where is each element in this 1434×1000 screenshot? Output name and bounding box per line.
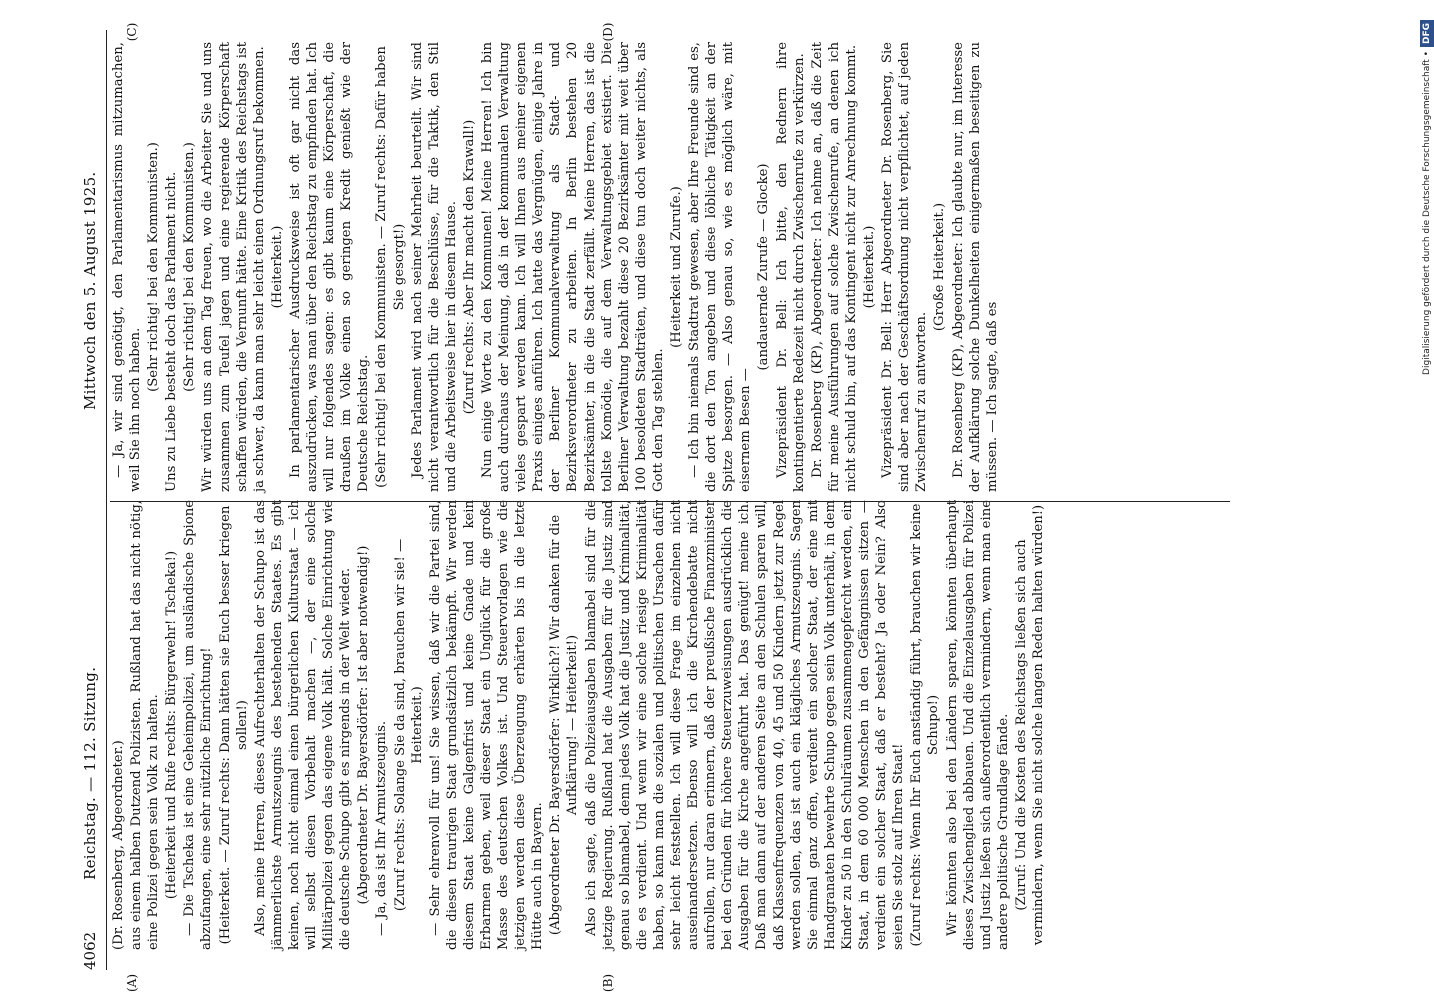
paragraph: Dr. Rosenberg (KP), Abgeordneter: Ich nehme an, daß die Zeit für meine Ausführungen auf solche Zwischenrufe, an denen ich nicht schuld bin, auf das Kontingent nicht zur Anrechnung kommt. xyxy=(809,42,859,492)
margin-marker-a: (A) xyxy=(125,973,139,993)
interjection: (Zuruf rechts: Aber Ihr macht den Krawall!) xyxy=(461,119,477,415)
page-number: 4062 xyxy=(81,931,99,970)
column-separator xyxy=(110,501,1230,502)
margin-marker-d: (D) xyxy=(601,22,615,42)
interjection: (Sehr richtig! bei den Kommunisten.) xyxy=(146,142,162,392)
paragraph: Also ich sagte, daß die Polizeiausgaben blamabel sind für die jetzige Regierung. Rußland hat die Ausgaben für die Justiz sind genau so blamabel, denn jedes Volk hat die Justiz und Kriminalität, die es verdient. Und wenn wir eine solche riesige Kriminalität haben, so kann man die sozialen und politischen Ursachen dafür sehr leicht feststellen. Ich will diese Frage im einzelnen nicht auseinandersetzen. Ebenso will ich die Kirchendebatte nicht aufrollen, nur daran erinnern, daß der preußische Finanzminister bei den Gründen für höhere Steuerzuweisungen ausdrücklich die Ausgaben für die Kirche angeführt hat. Das genügt! meine ich. Daß man dann auf der anderen Seite an den Schulen sparen will, daß Klassenfrequenzen von 40, 45 und 50 Kindern jetzt zur Regel werden sollen, das ist auch ein klägliches Armutszeugnis. Sagen Sie einmal ganz offen, verdient ein solcher Staat, der eine mit Handgranaten bewehrte Schupo gegen sein Volk unterhält, in dem Kinder zu 50 in den Schulräumen zusammengepfercht werden, ein Staat, in dem 60 000 Menschen in den Gefängnissen sitzen — verdient ein solcher Staat, daß er besteht? Ja oder Nein? Also seien Sie stolz auf Ihren Staat! xyxy=(583,500,907,950)
interjection: (Abgeordneter Dr. Bayersdörfer: Wirklich?! Wir danken für die Aufklärung! — Heiterkeit!) xyxy=(548,514,581,936)
paragraph: Uns zu Liebe besteht doch das Parlament nicht. xyxy=(164,171,180,492)
paragraph: aus einem halben Dutzend Polizisten. Rußland hat das nicht nötig, eine Polizei gegen sein Volk zu halten. xyxy=(129,500,162,950)
interjection: (Sehr richtig! bei den Kommunisten. — Zuruf rechts: Dafür haben Sie gesorgt!) xyxy=(374,46,407,488)
interjection: (Zuruf rechts: Solange Sie da sind, brauchen wir sie! — Heiterkeit.) xyxy=(392,538,425,912)
interjection: (Heiterkeit.) xyxy=(862,225,878,309)
right-column xyxy=(110,42,1002,492)
dfg-logo: DFG xyxy=(1420,20,1434,47)
header-rule xyxy=(106,30,107,970)
paragraph: In parlamentarischer Ausdrucksweise ist oft gar nicht das auszudrücken, was man über den Reichstag zu empfinden hat. Ich will nur folgendes sagen: es gibt kaum eine Körperschaft, die draußen im Volke einen so geringen Kredit genießt wie der Deutsche Reichstag. xyxy=(287,42,372,492)
paragraph: — Die Tscheka ist eine Geheimpolizei, um ausländische Spione abzufangen, eine sehr nützliche Einrichtung! xyxy=(182,500,215,950)
rotated-printed-page xyxy=(80,22,1410,993)
right-running-heading: Mittwoch den 5. August 1925. xyxy=(81,171,99,410)
page-header xyxy=(80,30,106,970)
paragraph: — Sehr ehrenvoll für uns! Sie wissen, daß wir die Partei sind, die diesen traurigen Staat grundsätzlich bekämpft. Wir werden diesem Staat keine Galgenfrist und keine Gnade und kein Erbarmen geben, weil dieser Staat ein Unglück für die große Masse des deutschen Volkes ist. Und Steuervorlagen wie die jetzigen werden diese Überzeugung erhärten bis in die letzte Hütte auch in Bayern. xyxy=(427,500,546,950)
paragraph: Dr. Rosenberg (KP), Abgeordneter: Ich glaubte nur, im Interesse der Aufklärung solche Dunkelheiten einigermaßen beseitigen zu müssen. — Ich sagte, daß es xyxy=(950,42,1000,492)
interjection: (Heiterkeit.) xyxy=(269,225,285,309)
digitization-credit xyxy=(1420,10,1434,990)
interjection: (Heiterkeit und Zurufe.) xyxy=(669,186,684,348)
paragraph: — Ja, wir sind genötigt, den Parlamentarismus mitzumachen, weil Sie ihn noch haben. xyxy=(111,42,144,492)
paragraph: — Ja, das ist Ihr Armutszeugnis. xyxy=(374,720,390,936)
interjection: (Heiterkeit und Rufe rechts: Bürgerwehr! Tscheka!) xyxy=(164,550,180,900)
left-running-heading: Reichstag. — 112. Sitzung. xyxy=(81,666,99,880)
interjection: (Heiterkeit. — Zuruf rechts: Dann hätten sie Euch besser kriegen sollen!) xyxy=(217,505,250,945)
credit-text: Digitalisierung gefördert durch die Deutsche Forschungsgemeinschaft • xyxy=(1422,51,1432,375)
left-column xyxy=(110,500,1048,950)
interjection: (Zuruf rechts: Wenn Ihr Euch anständig führt, brauchen wir keine Schupo!) xyxy=(909,503,942,947)
interjection: (Sehr richtig! bei den Kommunisten.) xyxy=(182,142,198,392)
paragraph: Wir würden uns an dem Tag freuen, wo die Arbeiter Sie und uns zusammen zum Teufel jagen und eine regierende Körperschaft schaffen würden, die Vernunft hätte. Eine Kritik des Reichstags ist ja schwer, da kann man sehr leicht einen Ordnungsruf bekommen. xyxy=(200,42,267,492)
margin-marker-c: (C) xyxy=(125,22,139,42)
margin-marker-b: (B) xyxy=(601,973,615,993)
interjection: (Zuruf: Und die Kosten des Reichstags ließen sich auch vermindern, wenn Sie nicht solche langen Reden halten würden!) xyxy=(1013,504,1046,946)
interjection: (Große Heiterkeit.) xyxy=(932,202,948,332)
paragraph: Nun einige Worte zu den Kommunen! Meine Herren! Ich bin auch durchaus der Meinung, daß in der kommunalen Verwaltung vieles gespart werden kann. Ich will Ihnen aus meiner eigenen Praxis einiges anführen. Ich hatte das Vergnügen, einige Jahre in der Berliner Kommunalverwaltung als Stadt- und Bezirksverordneter zu arbeiten. In Berlin bestehen 20 Bezirksämter, in die die Stadt zerfällt. Meine Herren, das ist die tollste Komödie, die auf dem Verwaltungsgebiet existiert. Die Berliner Verwaltung bezahlt diese 20 Bezirksämter mit weit über 100 besoldeten Stadträten, und diese tun doch weiter nichts, als Gott den Tag stehlen. xyxy=(479,42,666,492)
paragraph: Vizepräsident Dr. Bell: Herr Abgeordneter Dr. Rosenberg, Sie sind aber nach der Geschäftsordnung nicht verpflichtet, auf jeden Zwischenruf zu antworten. xyxy=(880,42,930,492)
paragraph: Jedes Parlament wird nach seiner Mehrheit beurteilt. Wir sind nicht verantwortlich für die Beschlüsse, für die Taktik, den Stil und die Arbeitsweise hier in diesem Hause. xyxy=(409,42,459,492)
paragraph: — Ich bin niemals Stadtrat gewesen, aber Ihre Freunde sind es, die dort den Ton angeben und diese löbliche Tätigkeit an der Spitze besorgen. — Also genau so, wie es möglich wäre, mit eisernem Besen — xyxy=(687,42,754,492)
interjection: (Abgeordneter Dr. Bayersdörfer: Ist aber notwendig!) xyxy=(356,545,372,905)
interjection: (andauernde Zurufe — Glocke) xyxy=(756,163,772,371)
paragraph: Wir könnten also bei den Ländern sparen, könnten überhaupt dieses Zwischenglied abbauen. Und die Einzelausgaben für Polizei und Justiz ließen sich außerordentlich vermindern, wenn man eine andere politische Grundlage fände. xyxy=(944,500,1011,950)
paragraph: (Dr. Rosenberg, Abgeordneter.) xyxy=(111,740,126,950)
paragraph: Also, meine Herren, dieses Aufrechterhalten der Schupo ist das jämmerlichste Armutszeugnis des bestehenden Staates. Es gibt keinen, noch nicht einmal einen bürgerlichen Kulturstaat — ich will selbst diesen Vorbehalt machen —, der eine solche Militärpolizei gegen das eigene Volk hält. Solche Einrichtung wie die deutsche Schupo gibt es nirgends in der Welt wieder. xyxy=(252,500,354,950)
paragraph: Vizepräsident Dr. Bell: Ich bitte, den Rednern ihre kontingentierte Redezeit nicht durch Zwischenrufe zu verkürzen. xyxy=(774,42,807,492)
